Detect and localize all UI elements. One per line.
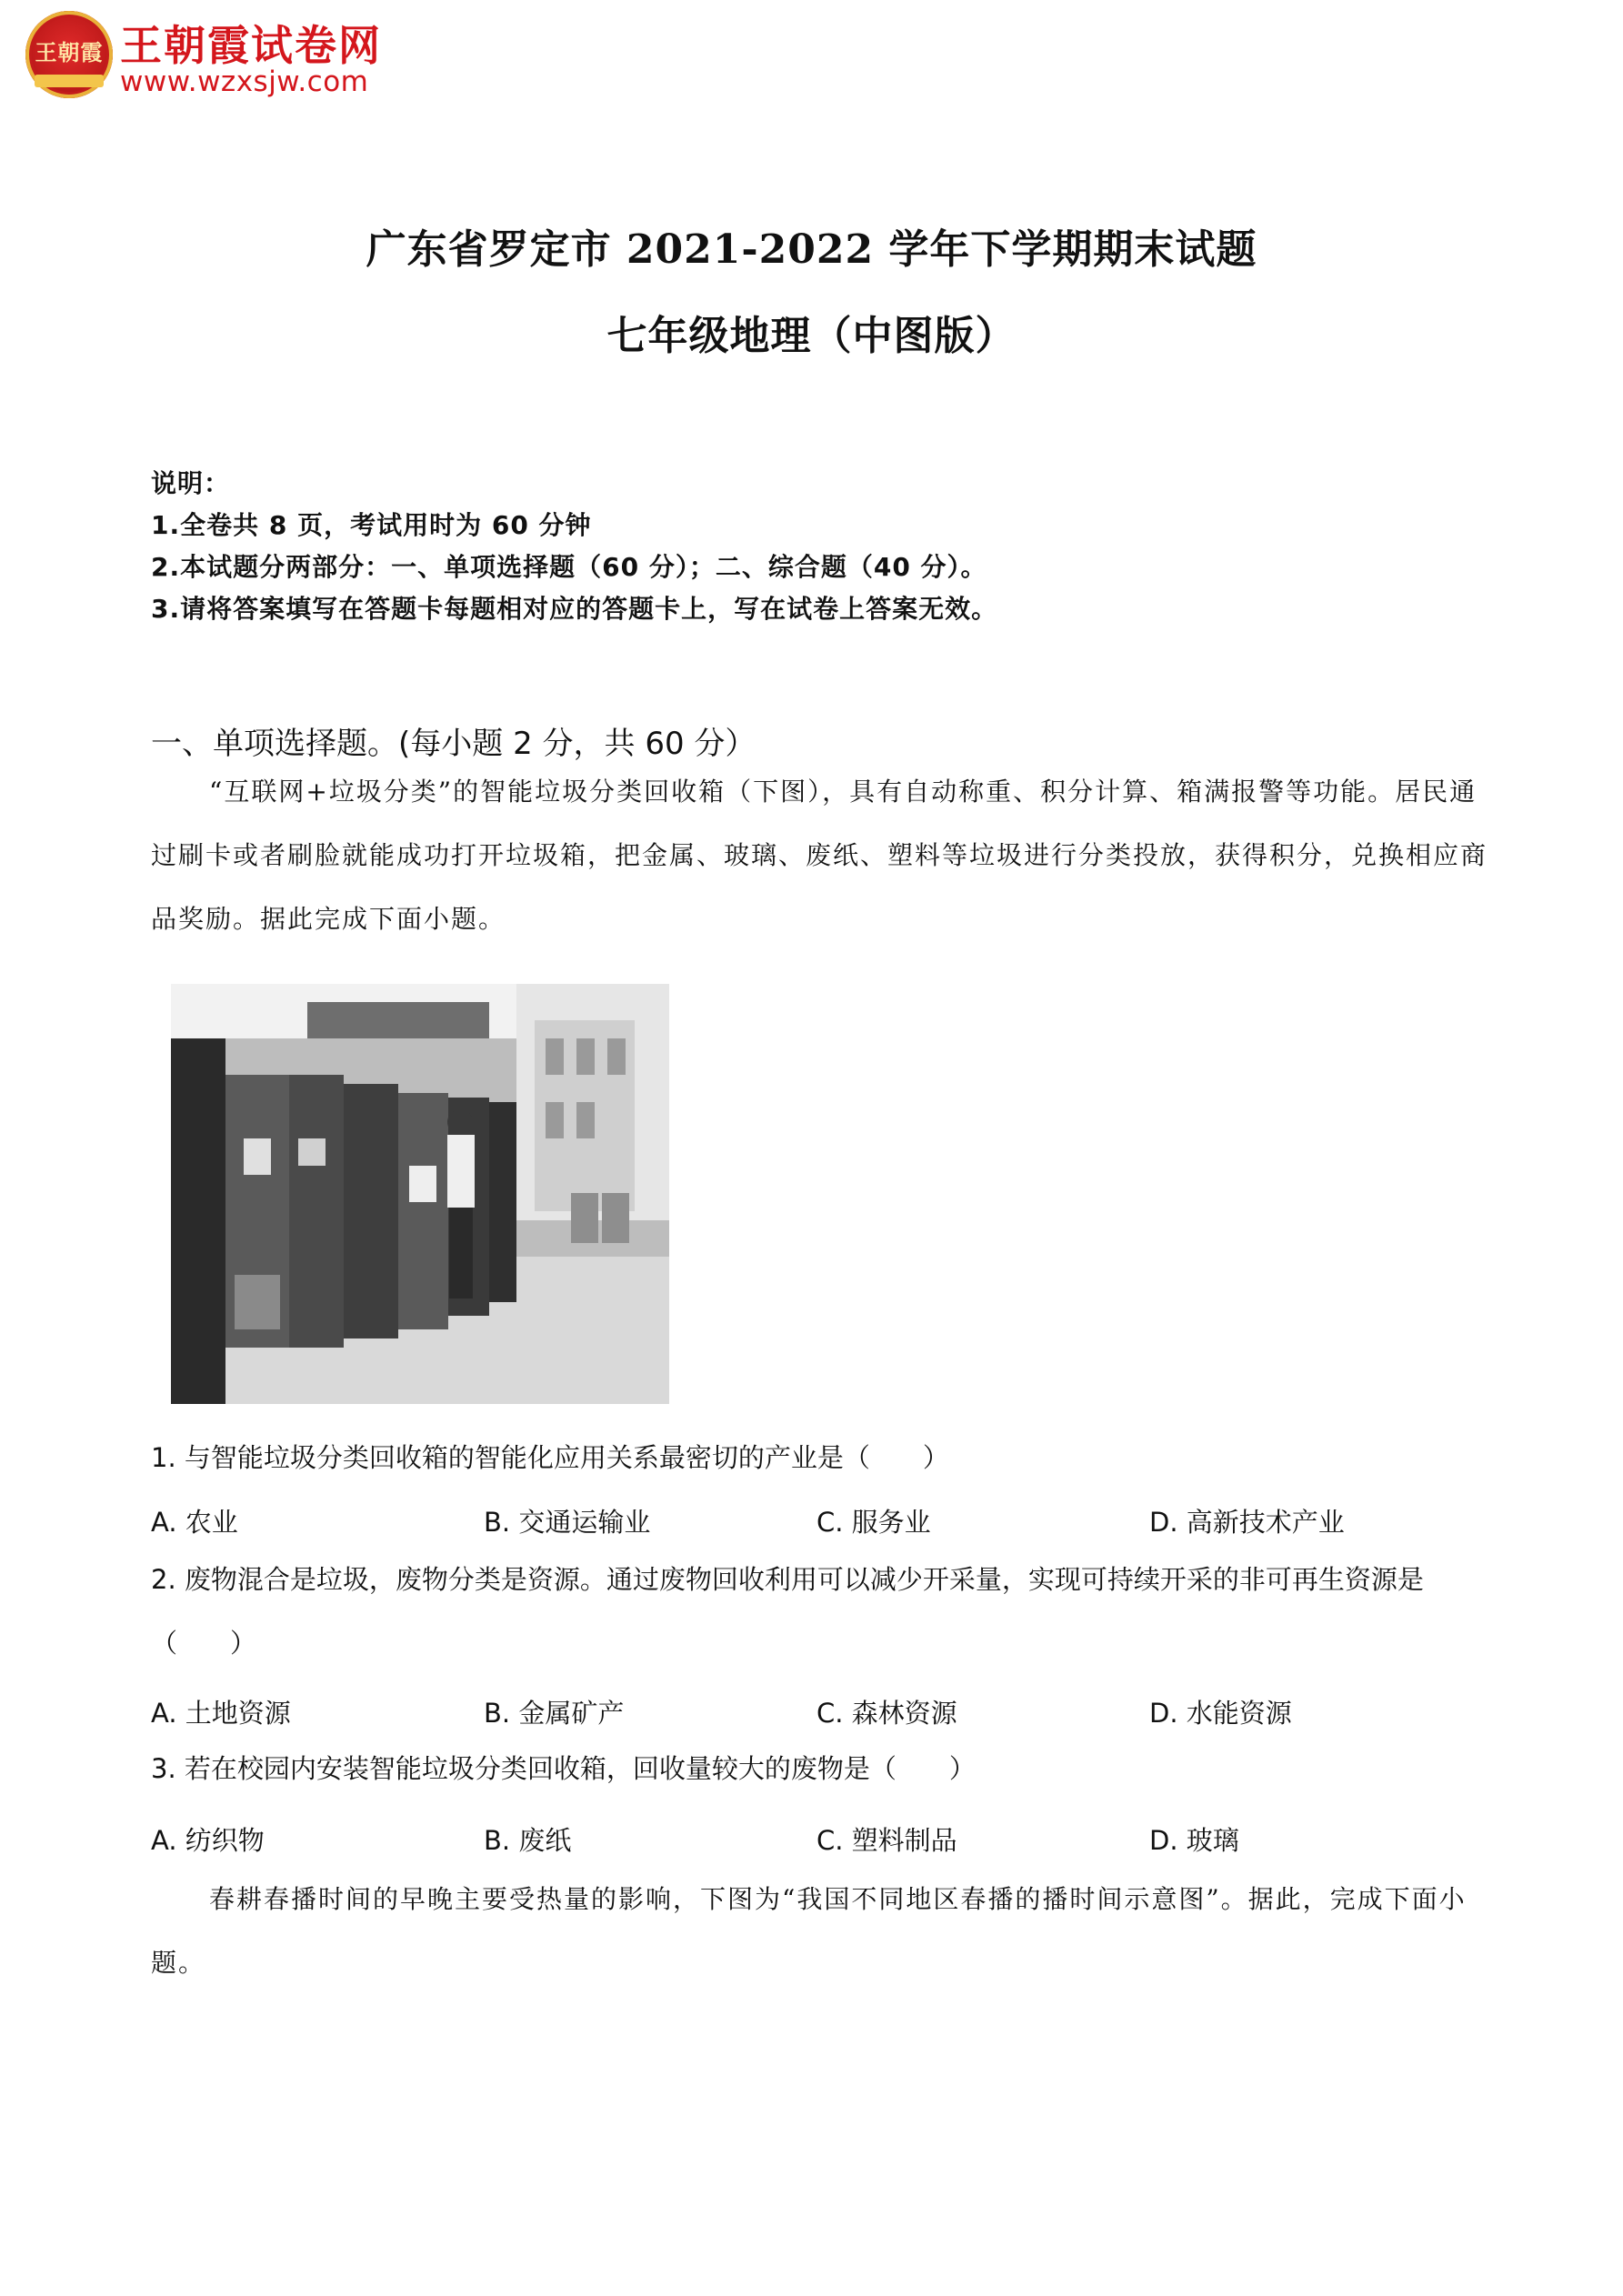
instruction-item: 1.全卷共 8 页，考试用时为 60 分钟: [151, 510, 592, 540]
question-3-stem: 3. 若在校园内安装智能垃圾分类回收箱，回收量较大的废物是（ ）: [151, 1753, 976, 1784]
smart-recycling-bin-photo: [171, 984, 669, 1404]
q3-option-d: D. 玻璃: [1149, 1825, 1239, 1856]
intro-paragraph: “互联网+垃圾分类”的智能垃圾分类回收箱（下图），具有自动称重、积分计算、箱满报警等功能。居民通过刷卡或者刷脸就能成功打开垃圾箱，把金属、玻璃、废纸、塑料等垃圾进行分类投放，获得积分，兑换相应商品奖励。据此完成下面小题。: [151, 777, 1488, 934]
photo-illustration: [171, 984, 669, 1404]
q2-option-c: C. 森林资源: [817, 1698, 957, 1729]
instructions-label: 说明：: [151, 468, 231, 498]
logo-ribbon: [35, 75, 104, 87]
q3-option-c: C. 塑料制品: [817, 1825, 957, 1856]
section-heading: 一、单项选择题。(每小题 2 分，共 60 分）: [151, 726, 756, 762]
q3-option-a: A. 纺织物: [151, 1825, 265, 1856]
site-logo: [25, 11, 113, 98]
exam-subtitle: 七年级地理（中图版）: [606, 313, 1017, 359]
instruction-item: 2.本试题分两部分：一、单项选择题（60 分）；二、综合题（40 分）。: [151, 552, 987, 582]
question-1-stem: 1. 与智能垃圾分类回收箱的智能化应用关系最密切的产业是（ ）: [151, 1442, 949, 1473]
logo-seal-text: 王朝霞: [35, 39, 104, 65]
question-2-stem: 2. 废物混合是垃圾，废物分类是资源。通过废物回收利用可以减少开采量，实现可持续开采的非可再生资源是（ ）: [151, 1564, 1424, 1659]
brand-url[interactable]: www.wzxsjw.com: [120, 65, 369, 98]
q1-option-b: B. 交通运输业: [484, 1507, 651, 1538]
q1-option-d: D. 高新技术产业: [1149, 1507, 1345, 1538]
q2-option-b: B. 金属矿产: [484, 1698, 625, 1729]
q2-option-a: A. 土地资源: [151, 1698, 291, 1729]
spring-sowing-paragraph: 春耕春播时间的早晚主要受热量的影响，下图为“我国不同地区春播的播时间示意图”。据此，完成下面小题。: [151, 1884, 1467, 1978]
q3-option-b: B. 废纸: [484, 1825, 572, 1856]
q1-option-a: A. 农业: [151, 1507, 238, 1538]
q1-option-c: C. 服务业: [817, 1507, 931, 1538]
q2-option-d: D. 水能资源: [1149, 1698, 1292, 1729]
brand-name: 王朝霞试卷网: [120, 21, 382, 70]
instruction-item: 3.请将答案填写在答题卡每题相对应的答题卡上，写在试卷上答案无效。: [151, 594, 998, 624]
exam-title: 广东省罗定市 2021-2022 学年下学期期末试题: [366, 226, 1257, 273]
